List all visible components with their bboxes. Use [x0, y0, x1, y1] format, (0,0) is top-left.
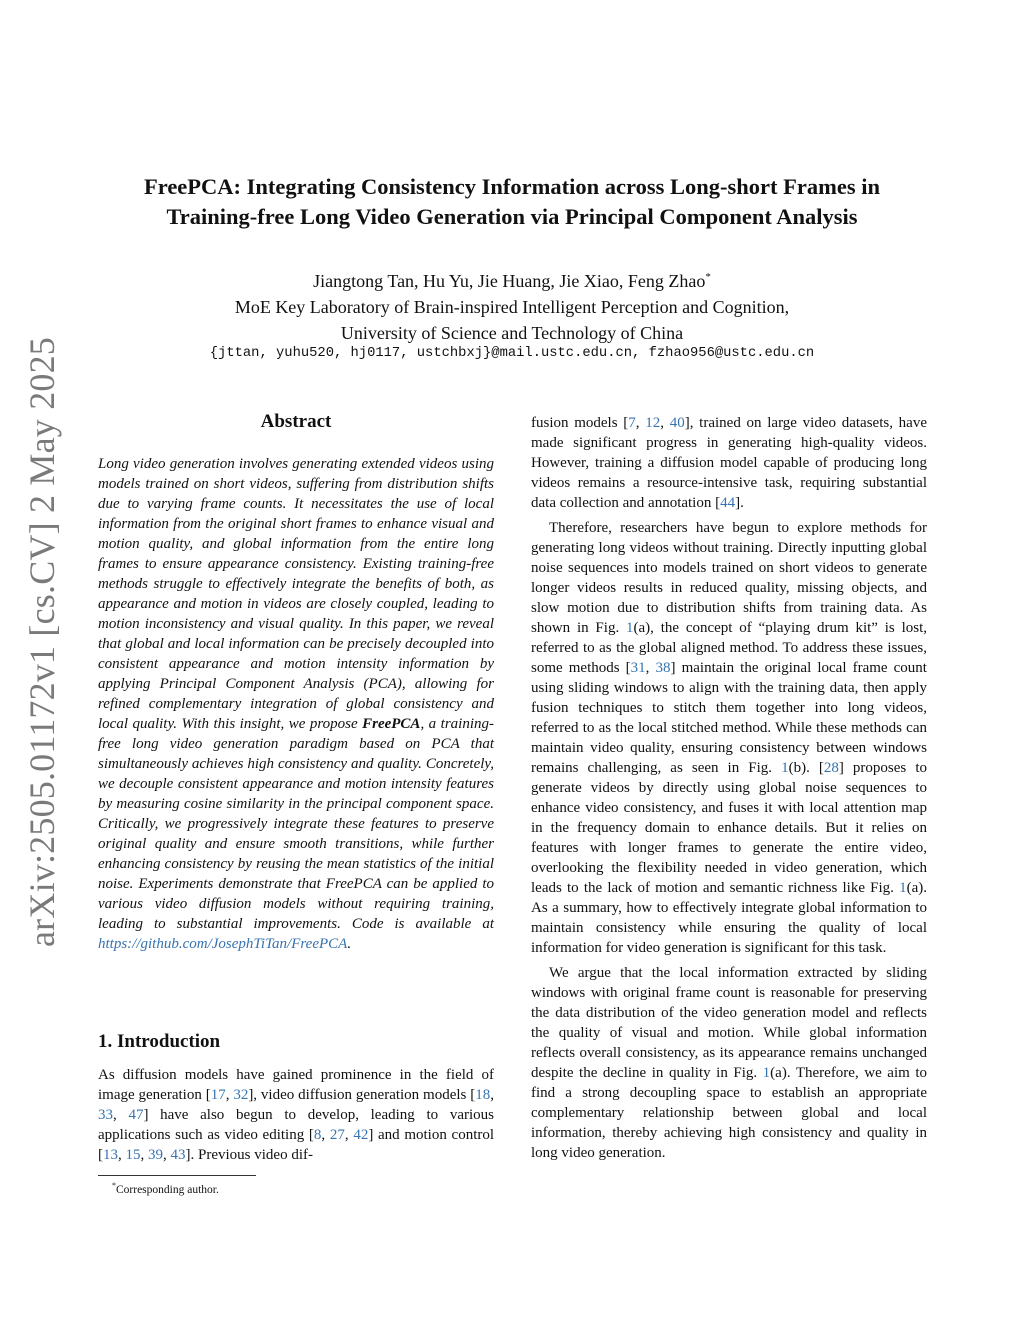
- intro-paragraph-1: As diffusion models have gained prominence in the field of image generation [17, 32], video diffusion generation models [18, 33, 47] have also begun to develop, leading to various applications such as video editing [8, 27, 42] and motion control [13, 15, 39, 43]. Previous video dif-: [98, 1067, 495, 1163]
- affiliation: [90, 294, 934, 346]
- citation-link[interactable]: 18: [475, 1087, 491, 1103]
- emails-group: {jttan, yuhu520, hj0117, ustchbxj}: [209, 346, 492, 361]
- figure-link[interactable]: 1: [762, 1065, 771, 1081]
- citation-link[interactable]: 13: [103, 1147, 118, 1163]
- citation-link[interactable]: 32: [233, 1087, 249, 1103]
- citation-link[interactable]: 27: [329, 1127, 345, 1143]
- intro-text: ], trained on large video datasets, have made significant progress in generating high-quality videos. However, training a diffusion model capable of producing long videos remains a resource-intensive task, requiring substantial data collection and annotation [: [531, 415, 927, 511]
- intro-paragraph-2: Therefore, researchers have begun to explore methods for generating long videos without training. Directly inputting global noise sequences into models trained on short videos to generate longer videos results in reduced quality, missing objects, and slow motion due to distribution shifts from training data. As shown in Fig. 1(a), the concept of “playing drum kit” is lost, referred to as the global aligned method. To address these issues, some methods [31, 38] maintain the original local frame count using sliding windows to align with the training data, then apply fusion techniques to stitch them together into long videos, referred to as the local stitched method. While these methods can maintain video quality, ensuring consistency between windows remains challenging, as seen in Fig. 1(b). [28] proposes to generate videos by directly using global noise sequences to enhance video consistency, and fuses it with local attention map in the frequency domain to enhance details. But it relies on features with longer frames to generate the entire video, overlooking the flexibility needed in video generation, which leads to the lack of motion and semantic richness like Fig. 1(a). As a summary, how to effectively integrate global information to maintain consistency while ensuring the quality of local information for video generation is significant for this task.: [531, 520, 927, 956]
- footnote-mark: *: [112, 1181, 116, 1190]
- paper-title: [90, 172, 934, 232]
- citation-link[interactable]: 17: [210, 1087, 226, 1103]
- intro-text: fusion models [: [531, 415, 629, 431]
- intro-text: ].: [735, 495, 744, 511]
- intro-text: ] have also begun to develop, leading to various applications such as video editing [: [98, 1107, 495, 1143]
- citation-link[interactable]: 44: [720, 495, 736, 511]
- affiliation-line-2: University of Science and Technology of China: [340, 323, 684, 343]
- citation-link[interactable]: 7: [628, 415, 636, 431]
- intro-text: ]. Previous video dif-: [185, 1147, 313, 1163]
- author-list: [90, 268, 934, 294]
- citation-link[interactable]: 38: [655, 660, 671, 676]
- footnote: [112, 1178, 219, 1198]
- citation-link[interactable]: 28: [823, 760, 839, 776]
- abstract-body: [98, 454, 494, 954]
- citation-link[interactable]: 47: [128, 1107, 144, 1123]
- intro-text: ], video diffusion generation models [: [248, 1087, 476, 1103]
- intro-text: As diffusion models have gained prominence in the field of image generation [: [98, 1067, 494, 1103]
- footnote-text: Corresponding author.: [116, 1183, 219, 1196]
- intro-text: Therefore, researchers have begun to explore methods for generating long videos without training. Directly inputting global noise sequences into models trained on short videos to generate longer videos results in reduced quality, missing objects, and slow motion due to distribution shifts from training data. As shown in Fig.: [531, 520, 927, 636]
- code-link[interactable]: https://github.com/JosephTiTan/FreePCA: [98, 936, 348, 952]
- footnote-divider: [98, 1175, 256, 1176]
- citation-link[interactable]: 8: [313, 1127, 322, 1143]
- emails-domain: @mail.ustc.edu.cn, fzhao956@ustc.edu.cn: [491, 346, 815, 361]
- intro-text: (a), the concept of “playing drum kit” is lost, referred to as the global aligned method. To address these issues, some methods [: [531, 620, 927, 676]
- intro-paragraph-3: [531, 963, 927, 1163]
- citation-link[interactable]: 33: [98, 1107, 113, 1123]
- author-emails: [90, 343, 934, 365]
- citation-link[interactable]: 39: [148, 1147, 163, 1163]
- citation-link[interactable]: 40: [669, 415, 685, 431]
- citation-link[interactable]: 15: [125, 1147, 141, 1163]
- citation-link[interactable]: 43: [170, 1147, 186, 1163]
- citation-link[interactable]: 12: [645, 415, 661, 431]
- citation-link[interactable]: 31: [630, 660, 646, 676]
- abstract-text-end: .: [347, 936, 352, 952]
- title-line-2: Training-free Long Video Generation via Principal Component Analysis: [166, 204, 858, 229]
- intro-paragraph-1-cont: fusion models [7, 12, 40], trained on large video datasets, have made significant progress in generating high-quality videos. However, training a diffusion model capable of producing long videos remains a resource-intensive task, requiring substantial data collection and annotation [44].: [531, 415, 927, 511]
- intro-text: ] maintain the original local frame count using sliding windows to align with the training data, then apply fusion techniques to stitch them together into long videos, referred to as the local stitched method. While these methods can maintain video quality, ensuring consistency between windows remains challenging, as seen in Fig.: [531, 660, 927, 776]
- abstract-text-1: Long video generation involves generating extended videos using models trained on short videos, suffering from distribution shifts due to varying frame counts. It necessitates the use of local information from the original short frames to enhance visual and motion quality, and global information from the entire long frames to ensure appearance consistency. Existing training-free methods struggle to effectively integrate the benefits of both, as appearance and motion in videos are closely coupled, leading to motion inconsistency and visual quality. In this paper, we reveal that global and local information can be precisely decoupled into consistent appearance and motion intensity information by applying Principal Component Analysis (PCA), allowing for refined complementary integration of global consistency and local quality. With this insight, we propose: [98, 456, 494, 732]
- affiliation-line-1: MoE Key Laboratory of Brain-inspired Intelligent Perception and Cognition,: [234, 297, 790, 317]
- introduction-heading: 1. Introduction: [98, 1031, 221, 1052]
- intro-text: ] proposes to generate videos by directly using global noise sequences to enhance video consistency, and fuses it with local attention map in the frequency domain to enhance details. But it relies on features with longer frames to generate the entire video, overlooking the flexibility needed in video generation, which leads to the lack of motion and semantic richness like Fig.: [531, 760, 927, 896]
- authors-text: Jiangtong Tan, Hu Yu, Jie Huang, Jie Xiao, Feng Zhao: [313, 271, 706, 291]
- figure-link[interactable]: 1: [781, 760, 789, 776]
- intro-text: (a). Therefore, we aim to find a strong decoupling space to establish an appropriate complementary relationship between global and local information, thereby achieving high consistency and quality in long video generation.: [531, 1065, 927, 1161]
- intro-text: (a). As a summary, how to effectively integrate global information to maintain consistency while ensuring the quality of local information for video generation is significant for this task.: [531, 880, 927, 956]
- arxiv-stamp-text: arXiv:2505.01172v1 [cs.CV] 2 May 2025: [22, 337, 62, 947]
- arxiv-stamp: [18, 337, 66, 947]
- method-name: FreePCA: [362, 716, 421, 732]
- right-column: [531, 413, 927, 1168]
- figure-link[interactable]: 1: [626, 620, 634, 636]
- citation-link[interactable]: 42: [353, 1127, 369, 1143]
- intro-text: (b). [: [788, 760, 824, 776]
- intro-text: We argue that the local information extracted by sliding windows with original frame count is reasonable for preserving the data distribution of the video generation model and reflects the quality of visual and motion. While global information reflects overall consistency, as its appearance remains unchanged despite the decline in quality in Fig.: [531, 965, 927, 1081]
- intro-text: ] and motion control [: [98, 1127, 495, 1163]
- abstract-heading: Abstract: [260, 411, 332, 432]
- figure-link[interactable]: 1: [899, 880, 907, 896]
- abstract-text-2: , a training-free long video generation paradigm based on PCA that simultaneously achieves high consistency and quality. Concretely, we decouple consistent appearance and motion intensity features by measuring cosine similarity in the principal component space. Critically, we progressively integrate these features to preserve original quality and ensure smooth transitions, while further enhancing consistency by reusing the mean statistics of the initial noise. Experiments demonstrate that FreePCA can be applied to various video diffusion models without requiring training, leading to substantial improvements. Code is available at: [98, 716, 494, 932]
- title-line-1: FreePCA: Integrating Consistency Information across Long-short Frames in: [144, 174, 880, 199]
- corresponding-mark: *: [705, 271, 711, 283]
